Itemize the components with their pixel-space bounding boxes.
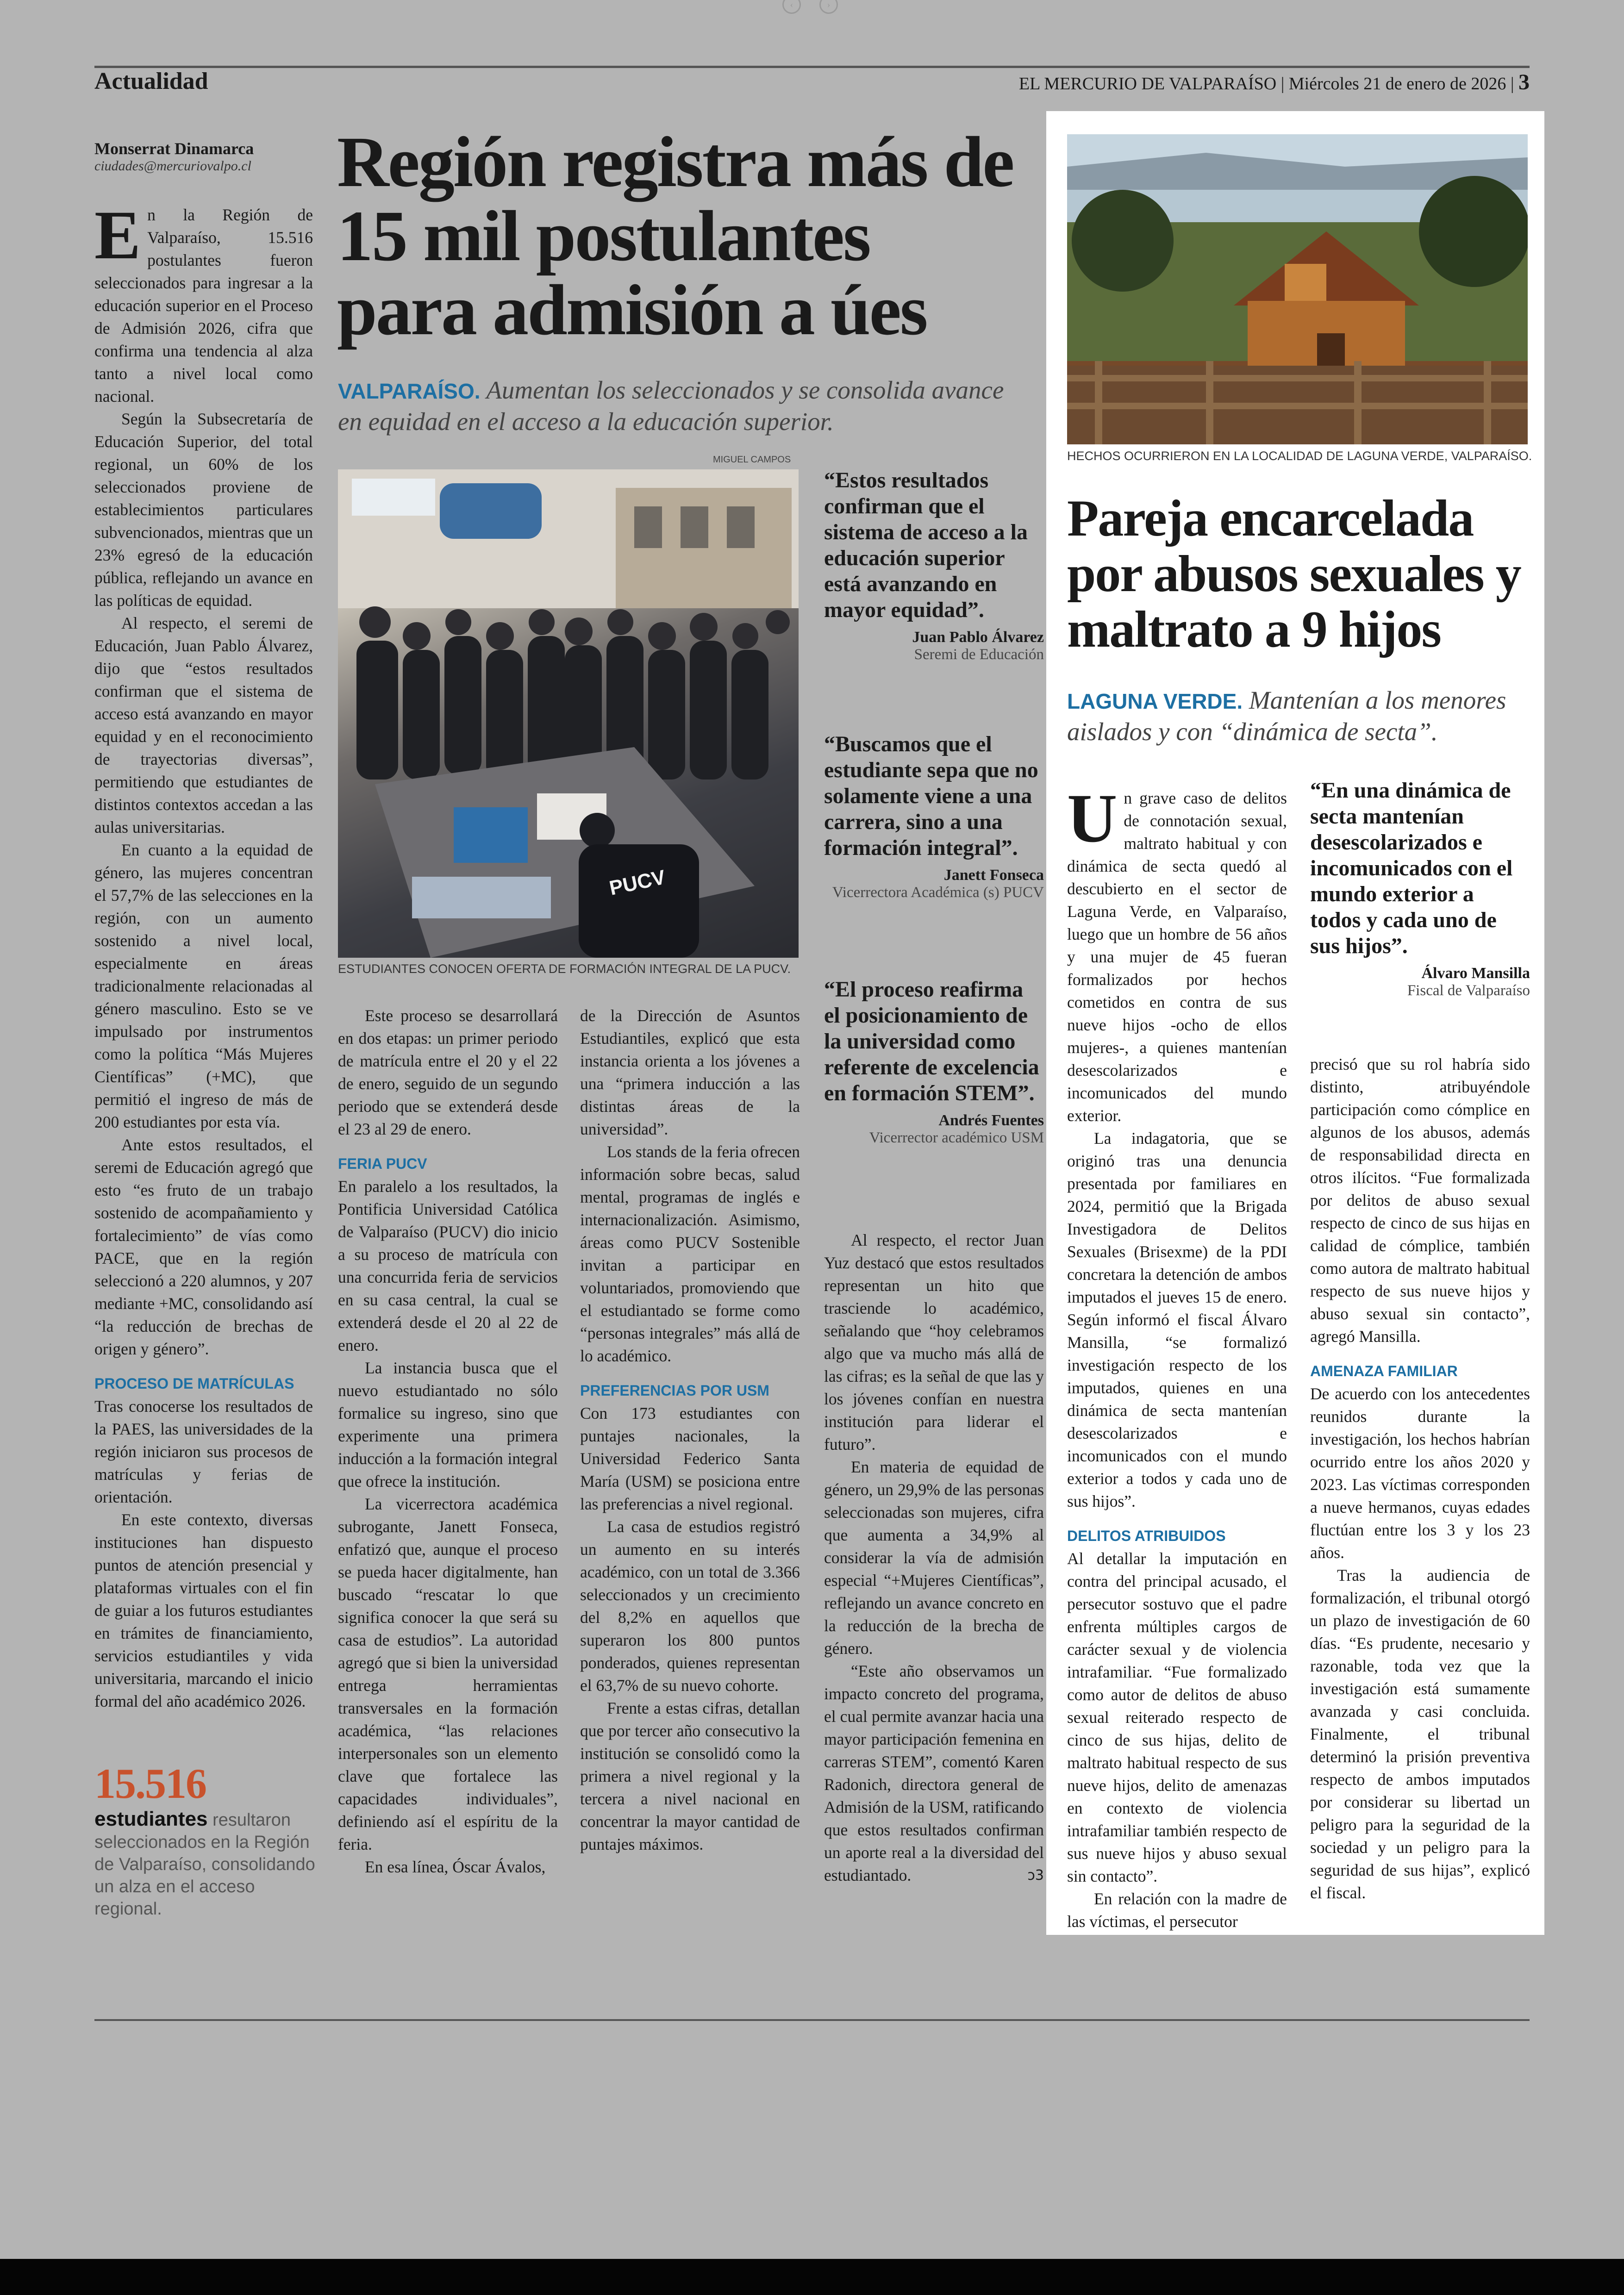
- end-mark-icon: ↄ3: [1027, 1867, 1044, 1883]
- side-col1-p1: La indagatoria, que se originó tras una denuncia presentada por familiares en 2024, permitió que la Brigada Investigadora de Delitos Sexuales (Brisexme) de la PDI concretara la detención de ambos imputados el jueves 15 de enero. Según informó el fiscal Álvaro Mansilla, “se formalizó investigación respecto de los imputados, quienes en una dinámica de secta mantenían desescolarizados e incomunicados con el mundo exterior a todos y cada uno de sus hijos”.: [1067, 1129, 1287, 1510]
- author-email[interactable]: ciudades@mercuriovalpo.cl: [94, 158, 251, 174]
- main-col4-p0: Al respecto, el rector Juan Yuz destacó que estos resultados representan un hito que trasciende lo académico, señalando que “hoy celebramos algo que va mucho más allá de las cifras; es la señal de que las y los jóvenes confían en nuestra institución para liderar el futuro”.: [824, 1231, 1044, 1453]
- pull-quote-1-role: Seremi de Educación: [914, 646, 1044, 663]
- main-photo-caption: ESTUDIANTES CONOCEN OFERTA DE FORMACIÓN INTEGRAL DE LA PUCV.: [338, 962, 791, 976]
- author-name: Monserrat Dinamarca: [94, 139, 254, 158]
- fair-scene-illustration: [338, 469, 799, 958]
- masthead-text: EL MERCURIO DE VALPARAÍSO | Miércoles 21 de enero de 2026 |: [1018, 74, 1514, 94]
- subhead-amenaza: AMENAZA FAMILIAR: [1310, 1363, 1458, 1379]
- next-page-icon[interactable]: ›: [819, 0, 838, 14]
- page-nav: [778, 0, 843, 14]
- byline: [94, 139, 312, 174]
- main-deck-text: Aumentan los seleccionados y se consolida avance en equidad en el acceso a la educación superior.: [338, 376, 1004, 436]
- side-pull-quote-text: “En una dinámica de secta mantenían desescolarizados e incomunicados con el mundo exterior a todos y cada uno de sus hijos”.: [1310, 778, 1513, 958]
- main-column-4: [824, 1229, 1044, 1887]
- side-pull-quote: [1310, 778, 1530, 999]
- stat-callout: [94, 1759, 326, 1920]
- main-col2b-p3: En esa línea, Óscar Ávalos,: [365, 1858, 546, 1876]
- pull-quote-2-text: “Buscamos que el estudiante sepa que no solamente viene a una carrera, sino a una formación integral”.: [824, 732, 1038, 860]
- pull-quote-3-role: Vicerrector académico USM: [869, 1129, 1044, 1146]
- header-rule: [94, 66, 1530, 68]
- main-col2-p0: Este proceso se desarrollará en dos etapas: un primer periodo de matrícula entre el 20 y el 22 de enero, seguido de un segundo periodo que se extenderá desde el 23 al 29 de enero.: [338, 1006, 558, 1138]
- main-col1-p3: En cuanto a la equidad de género, las mujeres concentran el 57,7% de las selecciones en la región, con un aumento sostenido a nivel local, especialmente en áreas tradicionalmente relacionadas al género masculino. Esto se ve impulsado por instrumentos como la política “Más Mujeres Científicas” (+MC), que permitió el ingreso de más de 200 estudiantes por esta vía.: [94, 841, 313, 1131]
- main-photo: [338, 469, 799, 958]
- main-col1-p1: Según la Subsecretaría de Educación Superior, del total regional, un 60% de los seleccionados proviene de establecimientos particulares subvencionados, mientras que un 23% egresó de la educación pública, reflejando un avance en las políticas de equidad.: [94, 410, 313, 610]
- main-col1-p2: Al respecto, el seremi de Educación, Juan Pablo Álvarez, dijo que “estos resultados confirman que el sistema de acceso está avanzando en mayor equidad y en el reconocimiento de trayectorias diversas”, permitiendo que estudiantes de distintos contextos accedan a las aulas universitarias.: [94, 614, 313, 836]
- main-headline: Región registra más de 15 mil postulantes para admisión a úes: [337, 122, 1013, 350]
- main-col3-p1: Los stands de la feria ofrecen información sobre becas, salud mental, programas de inglés e internacionalización. Asimismo, áreas como PUCV Sostenible invitan a participar en voluntariados, promoviendo que el estudiantado se forme como “personas integrales” más allá de lo académico.: [580, 1142, 800, 1365]
- side-col1-p0: Un grave caso de delitos de connotación sexual, maltrato habitual y con dinámica de secta quedó al descubierto en el sector de Laguna Verde, en Valparaíso, luego que un hombre de 56 años y una mujer de 45 fueran formalizados por hechos cometidos en contra de sus nueve hijos -ocho de ellos mujeres-, a quienes mantenían desescolarizados e incomunicados del mundo exterior.: [1067, 780, 1287, 1125]
- prev-page-icon[interactable]: ‹: [782, 0, 801, 14]
- pull-quote-2-author: Janett Fonseca: [943, 867, 1044, 884]
- page-number: 3: [1518, 70, 1530, 94]
- main-col2b-p0: En paralelo a los resultados, la Pontificia Universidad Católica de Valparaíso (PUCV) dio inicio a su proceso de matrícula con una concurrida feria de servicios en su casa central, la cual se extenderá desde el 20 al 22 de enero.: [338, 1177, 558, 1354]
- main-col3b-p0: Con 173 estudiantes con puntajes nacionales, la Universidad Federico Santa María (USM) se posiciona entre las preferencias a nivel regional.: [580, 1404, 800, 1513]
- main-column-3: [580, 1004, 800, 1856]
- side-kicker: LAGUNA VERDE.: [1067, 689, 1243, 713]
- pull-quote-1-author: Juan Pablo Álvarez: [912, 629, 1044, 646]
- side-column-2: [1310, 1053, 1530, 1904]
- subhead-delitos: DELITOS ATRIBUIDOS: [1067, 1528, 1226, 1544]
- masthead: [1019, 69, 1530, 95]
- main-col4-p1: En materia de equidad de género, un 29,9% de las personas seleccionadas son mujeres, cifra que aumenta a 34,9% al considerar la vía de admisión especial “+Mujeres Científicas”, reflejando un avance concreto en la reducción de la brecha de género.: [824, 1458, 1044, 1658]
- main-column-1: [94, 197, 313, 1713]
- side-pull-quote-role: Fiscal de Valparaíso: [1407, 982, 1530, 999]
- side-col2b-p0: De acuerdo con los antecedentes reunidos durante la investigación, los hechos habrían ocurrido entre los años 2020 y 2023. Las víctimas corresponden a nueve hermanos, cuyas edades fluctúan entre los 3 y los 23 años.: [1310, 1384, 1530, 1562]
- side-deck: [1067, 685, 1530, 747]
- side-column-1: [1067, 780, 1287, 1933]
- photo-shirt-text: PUCV: [607, 866, 668, 900]
- main-col3-p0: de la Dirección de Asuntos Estudiantiles, explicó que esta instancia orienta a los jóvenes a una “primera inducción a las distintas áreas de la universidad”.: [580, 1006, 800, 1138]
- pull-quote-1: [824, 468, 1044, 663]
- footer-rule: [94, 2019, 1530, 2021]
- main-deck: [338, 375, 1014, 437]
- main-col4-p2: “Este año observamos un impacto concreto del programa, el cual permite avanzar hacia una mayor participación femenina en carreras STEM”, comentó Karen Radonich, directora general de Admisión de la USM, ratificando que estos resultados confirman un aporte real a la diversidad del estudiantado. ↄ3: [824, 1660, 1044, 1887]
- stat-text: estudiantes resultaron seleccionados en la Región de Valparaíso, consolidando un alza en el acceso regional.: [94, 1808, 315, 1919]
- main-col1-p0: En la Región de Valparaíso, 15.516 postulantes fueron seleccionados para ingresar a la educación superior en el Proceso de Admisión 2026, cifra que confirma una tendencia al alza tanto a nivel local como nacional.: [94, 197, 313, 405]
- laguna-verde-illustration: [1067, 134, 1528, 444]
- side-photo-caption: HECHOS OCURRIERON EN LA LOCALIDAD DE LAGUNA VERDE, VALPARAÍSO.: [1067, 449, 1532, 463]
- side-col1b-p1: En relación con la madre de las víctimas, el persecutor: [1067, 1890, 1287, 1931]
- main-col2b-p1: La instancia busca que el nuevo estudiantado no sólo formalice su ingreso, sino que experimente una primera inducción a la formación integral que ofrece la institución.: [338, 1359, 558, 1491]
- side-col1b-p0: Al detallar la imputación en contra del principal acusado, el persecutor sostuvo que el padre enfrenta múltiples cargos de carácter sexual y de violencia intrafamiliar. “Fue formalizado como autor de delitos de abuso sexual reiterado respecto de cinco de sus hijas, delito de maltrato habitual respecto de sus nueve hijos, delito de amenazas en contexto de violencia intrafamiliar también respecto de sus nueve hijos y abuso sexual sin contacto”.: [1067, 1549, 1287, 1885]
- main-column-2: [338, 1004, 558, 1878]
- main-kicker: VALPARAÍSO.: [338, 379, 481, 403]
- pull-quote-3-author: Andrés Fuentes: [938, 1112, 1044, 1129]
- pull-quote-3-text: “El proceso reafirma el posicionamiento de la universidad como referente de excelencia en formación STEM”.: [824, 977, 1039, 1105]
- section-title: Actualidad: [94, 68, 208, 94]
- pull-quote-3: [824, 977, 1044, 1147]
- main-col1b-p0: Tras conocerse los resultados de la PAES, las universidades de la región iniciaron sus procesos de matrículas y ferias de orientación.: [94, 1397, 313, 1506]
- main-col3b-p1: La casa de estudios registró un aumento en su interés académico, con un total de 3.366 seleccionados y un crecimiento del 8,2% en aquellos que superaron los 800 puntos ponderados, quienes representan el 63,7% de su nuevo cohorte.: [580, 1517, 800, 1695]
- main-col1-p4: Ante estos resultados, el seremi de Educación agregó que esto “es fruto de un trabajo sostenido de acompañamiento y fortalecimiento” de vías como PACE, que en la región seleccionó a 220 alumnos, y 207 mediante +MC, consolidando así “la reducción de brechas de origen y género”.: [94, 1135, 313, 1358]
- pull-quote-2-role: Vicerrectora Académica (s) PUCV: [832, 884, 1044, 901]
- side-headline: Pareja encarcelada por abusos sexuales y maltrato a 9 hijos: [1067, 490, 1521, 658]
- pull-quote-2: [824, 731, 1044, 901]
- main-col1b-p1: En este contexto, diversas instituciones han dispuesto puntos de atención presencial y plataformas virtuales con el fin de guiar a los futuros estudiantes en trámites de financiamiento, servicios estudiantiles y vida universitaria, marcando el inicio formal del año académico 2026.: [94, 1510, 313, 1710]
- side-photo: [1067, 134, 1528, 444]
- main-col3b-p2: Frente a estas cifras, detallan que por tercer año consecutivo la institución se consolidó como la primera a nivel regional y la tercera a nivel nacional en concentrar la mayor cantidad de puntajes máximos.: [580, 1699, 800, 1853]
- side-col2-p0: precisó que su rol habría sido distinto, atribuyéndole participación como cómplice en algunos de los abusos, además de responsabilidad directa en otros ilícitos. “Fue formalizada por delitos de abuso sexual respecto de cinco de sus hijas en calidad de cómplice, también como autora de maltrato habitual respecto de sus nueve hijos y abuso sexual sin contacto”, agregó Mansilla.: [1310, 1055, 1530, 1346]
- main-col2b-p2: La vicerrectora académica subrogante, Janett Fonseca, enfatizó que, aunque el proceso se pueda hacer digitalmente, han buscado “rescatar lo que significa conocer la que será su casa de estudios”. La autoridad agregó que si bien la universidad entrega herramientas transversales en la formación académica, “las relaciones interpersonales son un elemento clave que fortalece las capacidades individuales”, definiendo así el espíritu de la feria.: [338, 1495, 558, 1853]
- photo-credit: MIGUEL CAMPOS: [713, 455, 791, 465]
- pull-quote-1-text: “Estos resultados confirman que el sistema de acceso a la educación superior está avanzando en mayor equidad”.: [824, 468, 1028, 622]
- subhead-usm: PREFERENCIAS POR USM: [580, 1382, 769, 1399]
- stat-number: 15.516: [94, 1760, 206, 1807]
- side-dropcap: U: [1067, 780, 1118, 857]
- side-pull-quote-author: Álvaro Mansilla: [1421, 965, 1530, 982]
- subhead-feria: FERIA PUCV: [338, 1155, 427, 1172]
- viewer-bottom-bar: [0, 2259, 1624, 2295]
- side-col2b-p1: Tras la audiencia de formalización, el tribunal otorgó un plazo de investigación de 60 días. “Es prudente, necesario y razonable, toda vez que la investigación está sumamente avanzada y casi concluida. Finalmente, el tribunal determinó la prisión preventiva respecto de ambos imputados por considerar su libertad un peligro para la seguridad de la sociedad y un peligro para la seguridad de sus hijas”, explicó el fiscal.: [1310, 1566, 1530, 1902]
- side-deck-text: Mantenían a los menores aislados y con “dinámica de secta”.: [1067, 686, 1506, 746]
- subhead-matriculas: PROCESO DE MATRÍCULAS: [94, 1375, 294, 1392]
- main-dropcap: E: [94, 197, 141, 274]
